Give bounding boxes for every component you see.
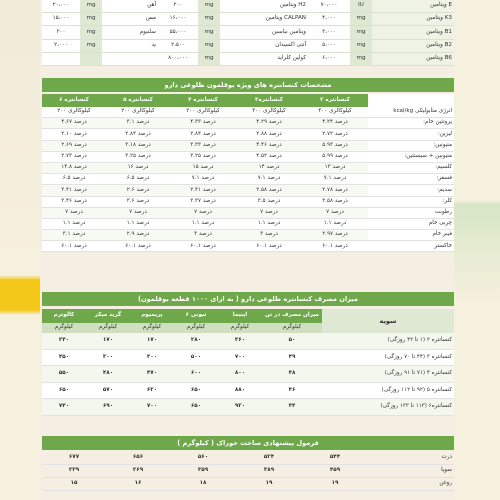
vitamin-cell: ۶،۰۰۰ (308, 52, 350, 65)
formula-row (42, 478, 454, 491)
spec-cell: ۱۳ درصد (302, 162, 368, 173)
consumption-title: میزان مصرف کنسانتره طلوعی دارو ( به ازای ۱۰۰۰ قطعه بوقلمون) (42, 292, 454, 306)
vitamin-cell: ویتامین CALPAN (220, 13, 308, 26)
spec-cell: ۳.۲۵ درصد (170, 151, 236, 162)
spec-cell: ۷ درصد (236, 207, 302, 218)
spec-cell: ۳.۵ درصد (236, 196, 302, 207)
vitamin-row (42, 26, 454, 39)
consumption-cell: ۶۵۰ (42, 382, 86, 399)
spec-cell: ۲.۱۰ درصد (42, 129, 106, 140)
spec-cell: ۵.۹۳ درصد (302, 140, 368, 151)
formula-table (42, 452, 454, 491)
spec-cell: ۳۰۰ کیلوکالری (170, 107, 236, 118)
spec-cell: ۶۰.۱ درصد (170, 241, 236, 252)
consumption-unit: کیلوگرم (262, 323, 322, 333)
consumption-cell: ۶۰۰ (174, 366, 218, 383)
spec-row (42, 151, 454, 162)
spec-row (42, 230, 454, 241)
spec-cell: ۷ درصد (42, 207, 106, 218)
consumption-cell: ۵۷۰ (86, 382, 130, 399)
spec-label: پروتئین خام: (368, 118, 454, 129)
consumption-cell: ۶۲۰ (130, 382, 174, 399)
vitamin-row (42, 0, 454, 13)
spec-cell: ۴.۵۲ درصد (236, 151, 302, 162)
spec-row (42, 174, 454, 185)
spec-header-row (42, 94, 454, 107)
spec-cell: ۴.۴۶ درصد (236, 140, 302, 151)
vitamin-cell (42, 52, 80, 65)
spec-row (42, 241, 454, 252)
consumption-label: کنسانتره ۵ (۹۲ تا ۱۱۲ روزگی) (322, 382, 454, 399)
spec-header: کنسانتره ۶ (42, 94, 106, 107)
vitamin-cell: ۳،۰۰۰ (308, 26, 350, 39)
spec-label: کلسیم: (368, 162, 454, 173)
consumption-unit: کیلوگرم (130, 323, 174, 333)
vitamin-cell: ویتامین B1 (372, 26, 454, 39)
consumption-cell: ۴۶ (262, 382, 322, 399)
vitamin-cell: ۷۰،۰۰۰ (308, 0, 350, 13)
consumption-unit: کیلوگرم (174, 323, 218, 333)
vitamin-cell: سلنیوم (102, 26, 158, 39)
consumption-header: تیونی ۶ (174, 309, 218, 323)
consumption-cell: ۳۰۰ (86, 349, 130, 366)
spec-row (42, 185, 454, 196)
vitamin-cell (102, 52, 158, 65)
consumption-header: میزان مصرف در تن (262, 309, 322, 323)
spec-cell: ۴.۲۹ درصد (236, 118, 302, 129)
consumption-header: کالوترم (42, 309, 86, 323)
spec-cell: ۱.۱ درصد (236, 218, 302, 229)
consumption-cell: ۷۰۰ (130, 399, 174, 416)
spec-label: انرژی متابولیکی kcal/kg (368, 107, 454, 118)
spec-cell: ۳.۶ درصد (106, 196, 170, 207)
spec-label: فیبر خام (368, 230, 454, 241)
consumption-cell: ۳۰۰ (130, 349, 174, 366)
decorative-right-band (454, 0, 500, 500)
vitamin-cell (80, 52, 102, 65)
vitamin-cell: mg (198, 13, 220, 26)
consumption-table (42, 309, 454, 416)
vitamin-cell: ۵۵،۰۰۰ (158, 26, 198, 39)
vitamin-cell: ویتامین E (372, 0, 454, 13)
consumption-cell: ۷۴۰ (42, 399, 86, 416)
spec-table (42, 94, 454, 252)
vitamin-cell: mg (198, 52, 220, 65)
formula-cell: ۵۲۴ (236, 452, 302, 465)
consumption-header: گرید میکز (86, 309, 130, 323)
vitamin-cell: ویتامین نیاسین (220, 26, 308, 39)
consumption-row (42, 382, 454, 399)
spec-cell: ۶۰.۱ درصد (106, 241, 170, 252)
vitamin-cell: ویتامین B2 (372, 39, 454, 52)
vitamin-row (42, 52, 454, 65)
spec-header: کنسانتره ۵ (106, 94, 170, 107)
spec-cell: ۳ درصد (170, 230, 236, 241)
spec-cell: ۱۴.۸ درصد (42, 162, 106, 173)
spec-cell: ۲.۶ درصد (106, 185, 170, 196)
spec-cell: ۴۰۰ کیلوکالری (302, 107, 368, 118)
vitamin-cell: آهن (102, 0, 158, 13)
spec-cell: ۱.۱ درصد (42, 218, 106, 229)
spec-row (42, 207, 454, 218)
spec-row (42, 107, 454, 118)
formula-cell: ۳۸۹ (236, 465, 302, 478)
vitamin-cell: ۱۶،۰۰۰ (158, 13, 198, 26)
formula-cell: ۱۸ (170, 478, 236, 491)
consumption-cell: ۴۵۰ (42, 349, 86, 366)
vitamin-cell: ۲۰۰ (158, 0, 198, 13)
vitamin-cell: مس (102, 13, 158, 26)
spec-label: خاکستر (368, 241, 454, 252)
vitamin-cell: ید (102, 39, 158, 52)
consumption-row (42, 349, 454, 366)
spec-cell: ۴.۶۷ درصد (42, 118, 106, 129)
spec-row (42, 140, 454, 151)
vitamin-cell: کولین کلراید (220, 52, 308, 65)
spec-cell: ۲.۸۸ درصد (236, 129, 302, 140)
consumption-header-row (42, 309, 454, 323)
consumption-row (42, 333, 454, 349)
formula-label: روغن (368, 478, 454, 491)
spec-cell: ۳.۳۷ درصد (170, 196, 236, 207)
formula-cell: ۱۵ (42, 478, 106, 491)
consumption-cell: ۲۴۰ (42, 333, 86, 349)
vitamin-cell: ویتامین K3 (372, 13, 454, 26)
consumption-cell: ۵۵۰ (42, 366, 86, 383)
spec-cell: ۶۰.۱ درصد (302, 241, 368, 252)
spec-cell: ۵.۹۹ درصد (302, 151, 368, 162)
formula-cell: ۲۶۹ (106, 465, 170, 478)
spec-cell: ۳.۴۶ درصد (42, 196, 106, 207)
spec-cell: ۳.۱ درصد (106, 118, 170, 129)
spec-cell: ۲.۹۷ درصد (302, 230, 368, 241)
spec-cell: ۳.۲۵ درصد (106, 151, 170, 162)
spec-header: کنسانتره۳ (236, 94, 302, 107)
spec-cell: ۳.۱۸ درصد (106, 140, 170, 151)
consumption-cell: ۱۷۰ (86, 333, 130, 349)
consumption-cell: ۸۸۰ (218, 382, 262, 399)
formula-cell: ۴۵۹ (302, 465, 368, 478)
vitamin-cell: mg (80, 39, 102, 52)
spec-cell: ۶.۵ درصد (42, 174, 106, 185)
spec-row (42, 118, 454, 129)
spec-header-blank (368, 94, 454, 107)
formula-cell: ۱۹ (236, 478, 302, 491)
spec-title: مشخصات کنسانتره های ویژه بوقلمون طلوعی دارو (42, 78, 454, 92)
spec-cell: ۷ درصد (302, 207, 368, 218)
vitamin-cell: ۱۵،۰۰۰ (42, 13, 80, 26)
formula-cell: ۶۷۷ (42, 452, 106, 465)
decorative-left-band (0, 0, 40, 500)
spec-row (42, 196, 454, 207)
vitamin-cell: mg (80, 13, 102, 26)
formula-cell: ۲۳۹ (42, 465, 106, 478)
spec-cell: ۶۰.۱ درصد (42, 241, 106, 252)
spec-cell: ۶.۵ درصد (106, 174, 170, 185)
product-sheet (42, 0, 454, 500)
vitamin-cell: ۳۰۰ (42, 26, 80, 39)
vitamin-cell: ۵،۰۰۰ (308, 39, 350, 52)
spec-cell: ۱.۱ درصد (302, 218, 368, 229)
vitamin-cell: ۲،۰۰۰ (42, 39, 80, 52)
spec-label: متیونین + سیستئین: (368, 151, 454, 162)
consumption-header: پریمیوم (130, 309, 174, 323)
vitamin-cell: آنتی اکسیدان (220, 39, 308, 52)
spec-cell: ۱۴ درصد (236, 162, 302, 173)
consumption-cell: ۹۲۰ (218, 399, 262, 416)
spec-row (42, 129, 454, 140)
consumption-label: کنسانتره ۳ (۴۴ تا ۷۰ روزگی) (322, 349, 454, 366)
formula-cell: ۶۵۶ (106, 452, 170, 465)
formula-label: ذرت (368, 452, 454, 465)
consumption-cell: ۴۹ (262, 349, 322, 366)
formula-label: سویا (368, 465, 454, 478)
spec-cell: ۳.۵۸ درصد (302, 196, 368, 207)
spec-cell: ۲.۴۱ درصد (170, 185, 236, 196)
spec-cell: ۱.۱ درصد (170, 218, 236, 229)
spec-cell: ۱۵ درصد (170, 162, 236, 173)
vitamin-cell: mg (350, 52, 372, 65)
consumption-row (42, 366, 454, 383)
consumption-unit: کیلوگرم (86, 323, 130, 333)
spec-cell: ۲.۸۴ درصد (170, 129, 236, 140)
spec-label: سدیم: (368, 185, 454, 196)
consumption-cell: ۶۵۰ (174, 399, 218, 416)
consumption-cell: ۴۷۰ (130, 366, 174, 383)
consumption-label: کنسانتره ۴ (۷۱ تا ۹۱ روزگی) (322, 366, 454, 383)
formula-cell: ۳۵۹ (170, 465, 236, 478)
formula-row (42, 465, 454, 478)
consumption-cell: ۲۸۰ (174, 333, 218, 349)
spec-cell: ۲.۶۹ درصد (42, 140, 106, 151)
consumption-label: کنسانتره۶ (۱۱۳ تا ۱۳۳ روزگی) (322, 399, 454, 416)
consumption-cell: ۶۵۰ (174, 382, 218, 399)
spec-cell: ۱۶ درصد (106, 162, 170, 173)
spec-cell: ۷.۱ درصد (236, 174, 302, 185)
formula-cell: ۱۶ (106, 478, 170, 491)
formula-cell: ۵۴۴ (302, 452, 368, 465)
spec-cell: ۴.۲۴ درصد (302, 118, 368, 129)
vitamin-cell: mg (198, 26, 220, 39)
vitamin-cell: mg (350, 26, 372, 39)
spec-cell: ۳۰۰ کیلوکالری (236, 107, 302, 118)
vitamin-cell: ۸۰۰،۰۰۰ (158, 52, 198, 65)
consumption-label: کنسانتره ۲ (۱ تا ۴۲ روزگی) (322, 333, 454, 349)
consumption-cell: ۳۶۰ (218, 333, 262, 349)
spec-cell: ۴.۳۳ درصد (170, 118, 236, 129)
spec-row (42, 218, 454, 229)
vitamin-cell: ۴،۰۰۰ (308, 13, 350, 26)
consumption-row (42, 399, 454, 416)
vitamin-cell: ویتامین B6 (372, 52, 454, 65)
spec-cell: ۷.۱ درصد (170, 174, 236, 185)
spec-label: رطوبت (368, 207, 454, 218)
spec-label: کلر: (368, 196, 454, 207)
spec-cell: ۳.۱ درصد (42, 230, 106, 241)
formula-cell: ۱۹ (302, 478, 368, 491)
spec-cell: ۲.۸۴ درصد (106, 129, 170, 140)
spec-cell: ۳.۳۳ درصد (170, 140, 236, 151)
consumption-cell: ۵۰ (262, 333, 322, 349)
vitamin-cell: IU (350, 0, 372, 13)
vitamin-table (42, 0, 454, 66)
spec-label: چربی خام (368, 218, 454, 229)
spec-label: فسفر: (368, 174, 454, 185)
vitamin-row (42, 13, 454, 26)
spec-cell: ۷.۱ درصد (302, 174, 368, 185)
vitamin-cell: mg (350, 13, 372, 26)
consumption-cell: ۶۹۰ (86, 399, 130, 416)
spec-cell: ۲۰۰ کیلوکالری (106, 107, 170, 118)
consumption-unit: کیلوگرم (42, 323, 86, 333)
spec-row (42, 162, 454, 173)
formula-cell: ۵۶۰ (170, 452, 236, 465)
spec-cell: ۳ درصد (236, 230, 302, 241)
spec-cell: ۲.۷۲ درصد (302, 129, 368, 140)
vitamin-cell: mg (198, 39, 220, 52)
vitamin-cell: mg (80, 0, 102, 13)
spec-cell: ۲۰۰ کیلوکالری (42, 107, 106, 118)
vitamin-row (42, 39, 454, 52)
consumption-cell: ۴۸۰ (86, 366, 130, 383)
consumption-cell: ۴۴ (262, 399, 322, 416)
spec-cell: ۲.۷۳ درصد (42, 151, 106, 162)
spec-cell: ۱.۱ درصد (106, 218, 170, 229)
consumption-cell: ۷۰۰ (218, 349, 262, 366)
consumption-cell: ۱۷۰ (130, 333, 174, 349)
spec-cell: ۲.۵۸ درصد (236, 185, 302, 196)
vitamin-cell: ۲۰،۰۰۰ (42, 0, 80, 13)
spec-label: متیونین: (368, 140, 454, 151)
consumption-unit: کیلوگرم (218, 323, 262, 333)
consumption-header: اپتیما (218, 309, 262, 323)
vitamin-cell: ویتامین H2 (220, 0, 308, 13)
spec-cell: ۲.۴۱ درصد (42, 185, 106, 196)
vitamin-cell: mg (198, 0, 220, 13)
spec-header: کنسانتره ۲ (302, 94, 368, 107)
vitamin-cell: mg (350, 39, 372, 52)
spec-label: لیزین: (368, 129, 454, 140)
vitamin-cell: mg (80, 26, 102, 39)
formula-title: فرمول پیشنهادی ساخت خوراک ( کیلوگرم ) (42, 436, 454, 450)
spec-cell: ۲.۷۸ درصد (302, 185, 368, 196)
consumption-cell: ۵۰۰ (174, 349, 218, 366)
spec-cell: ۷ درصد (170, 207, 236, 218)
spec-cell: ۶۰.۱ درصد (236, 241, 302, 252)
spec-cell: ۲.۹ درصد (106, 230, 170, 241)
spec-cell: ۷ درصد (106, 207, 170, 218)
spec-header: کنسانتره ۴ (170, 94, 236, 107)
consumption-cell: ۴۸ (262, 366, 322, 383)
formula-row (42, 452, 454, 465)
vitamin-cell: ۲،۵۰۰ (158, 39, 198, 52)
consumption-cell: ۸۰۰ (218, 366, 262, 383)
strain-header: سویه (322, 309, 454, 333)
